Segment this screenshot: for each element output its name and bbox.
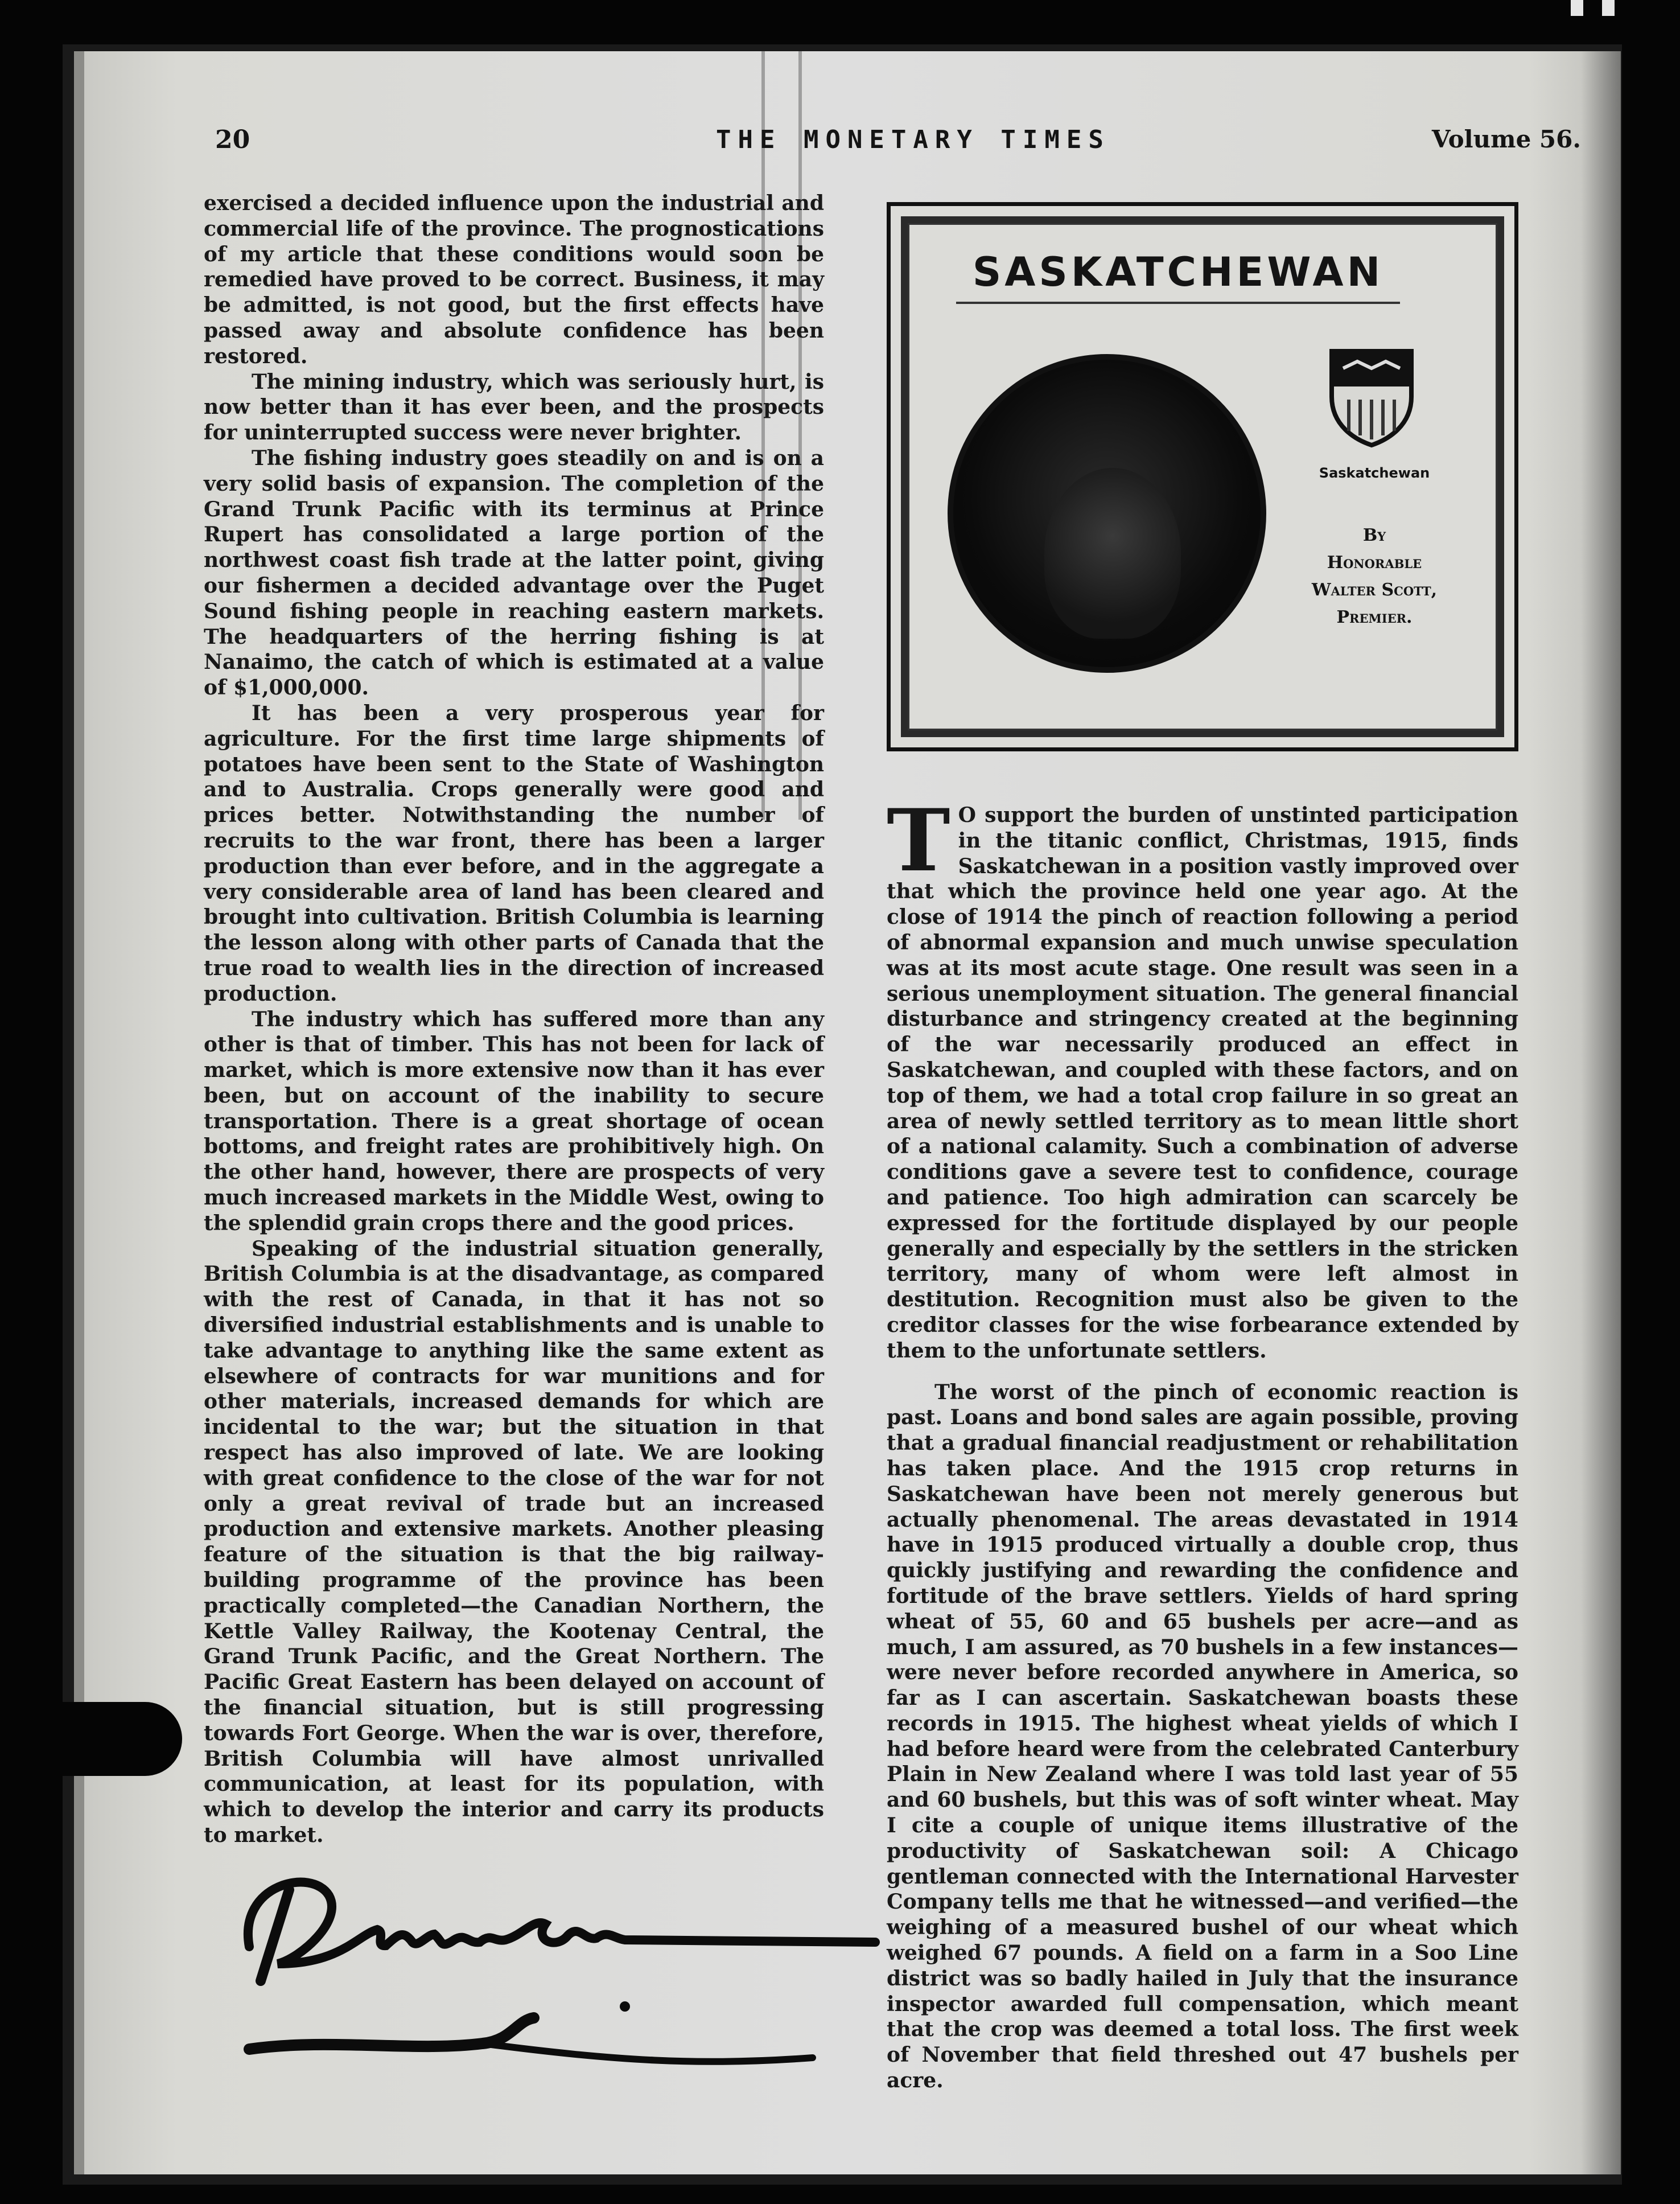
byline-author-name: Walter Scott,: [1311, 580, 1438, 600]
article-paragraph: [887, 791, 1518, 1364]
film-frame-mark: [1602, 0, 1615, 16]
article-paragraph: The industry which has suffered more than any other is that of timber. This has not been for lack of market, which is more extensive now than it has ever been, but on account of the inability to secure transportation. There is a great shortage of ocean bottoms, and freight rates are prohibitively high. On the other hand, however, there are prospects of very much increased markets in the Middle West, owing to the splendid grain crops there and the good prices.: [204, 1007, 824, 1235]
article-paragraph: exercised a decided influence upon the industrial and commercial life of the province. The prognostications of my article that these conditions would soon be remedied have proved to be correct. Business, it may be admitted, is not good, but the first effects have passed away and absolute confidence has been restored.: [204, 191, 824, 368]
byline-author-title: Premier.: [1336, 607, 1413, 627]
article-paragraph: It has been a very prosperous year for agriculture. For the first time large shipments of potatoes have been sent to the State of Washington and to Australia. Crops generally were good and prices better. Notwithstanding the number of recruits to the war front, there has been a larger production than ever before, and in the aggregate a very considerable area of land has been cleared and brought into cultivation. British Columbia is learning the lesson along with other parts of Canada that the true road to wealth lies in the direction of increased production.: [204, 701, 824, 1006]
byline-by: By: [1362, 525, 1386, 545]
page-edge-shadow: [1581, 51, 1621, 2174]
article-paragraph: Speaking of the industrial situation generally, British Columbia is at the disadvantage, as compared with the rest of Canada, in that it has not so diversified industrial establishments and is unable to take advantage to anything like the same extent as elsewhere of contracts for war munitions and for other materials, increased demands for which are incidental to the war; but the situation in that respect has also improved of late. We are looking with great confidence to the close of the war for not only a great revival of trade but an increased production and extensive markets. Another pleasing feature of the situation is that the big railway-building programme of the province has been practically completed—the Canadian Northern, the Kettle Valley Railway, the Kootenay Central, the Grand Trunk Pacific, and the Great Northern. The Pacific Great Eastern has been delayed on account of the financial situation, but is still progressing towards Fort George. When the war is over, therefore, British Columbia will have almost unrivalled communication, at least for its population, with which to develop the interior and carry its products to market.: [204, 1236, 824, 1847]
portrait-face: [1044, 468, 1181, 639]
byline-honorific: Honorable: [1327, 553, 1422, 573]
crest-caption: Saskatchewan: [1319, 465, 1430, 481]
film-frame-mark: [1571, 0, 1583, 16]
article-paragraph: The worst of the pinch of economic reaction is past. Loans and bond sales are again possible, proving that a gradual financial readjustment or rehabilitation has taken place. And the 1915 crop returns in Saskatchewan have been not merely generous but actually phenomenal. The areas devastated in 1914 have in 1915 produced virtually a double crop, thus quickly justifying and rewarding the confidence and fortitude of the brave settlers. Yields of hard spring wheat of 55, 60 and 65 bushels per acre—and as much, I am assured, as 70 bushels in a few instances—were never before recorded anywhere in America, so far as I can ascertain. Saskatchewan boasts these records in 1915. The highest wheat yields of which I had before heard were from the celebrated Canterbury Plain in New Zealand where I was told last year of 55 and 60 bushels, but this was of soft winter wheat. May I cite a couple of unique items illustrative of the productivity of Saskatchewan soil: A Chicago gentleman connected with the International Harvester Company tells me that he witnessed—and verified—the weighing of a measured bushel of our wheat which weighed 67 pounds. A field on a farm in a Soo Line district was so badly hailed in July that the insurance inspector awarded full compensation, which meant that the crop was deemed a total loss. The first week of November that field threshed out 47 bushels per acre.: [887, 1380, 1518, 2093]
saskatchewan-feature-box: [887, 202, 1518, 751]
running-header: [215, 125, 1581, 165]
handwritten-signature: [215, 1793, 915, 2089]
publication-title: THE MONETARY TIMES: [716, 125, 1110, 154]
article-paragraph: The mining industry, which was seriously hurt, is now better than it has ever been, and the prospects for uninterrupted success were never brighter.: [204, 369, 824, 445]
page-number: 20: [215, 125, 250, 154]
volume-label: Volume 56.: [1431, 125, 1581, 153]
premier-portrait-photo: [948, 354, 1266, 673]
drop-cap: T: [887, 791, 950, 891]
paragraph-text: O support the burden of unstinted participation in the titanic conflict, Christmas, 1915, finds Saskatchewan in a position vastly improved over that which the province held one year ago. At the close of 1914 the pinch of reaction following a period of abnormal expansion and much unwise speculation was at its most acute stage. One result was seen in a serious unemployment situation. The general financial disturbance and stringency created at the beginning of the war necessarily produced an effect in Saskatchewan, and coupled with these factors, and on top of them, we had a total crop failure in so great an area of newly settled territory as to mean little short of a national calamity. Such a combination of adverse conditions gave a severe test to confidence, courage and patience. Too high admiration can scarcely be expressed for the fortitude displayed by our people generally and especially by the settlers in the stricken territory, many of whom were left almost in destitution. Recognition must also be given to the creditor classes for the wise forbearance extended by them to the unfortunate settlers.: [887, 803, 1518, 1363]
title-divider: [956, 302, 1400, 304]
microfilm-clip-shadow: [0, 1702, 182, 1776]
saskatchewan-crest-icon: [1326, 346, 1417, 448]
magazine-page: [74, 51, 1621, 2174]
right-article-column: [887, 791, 1518, 2094]
feature-title: SASKATCHEWAN: [972, 249, 1384, 295]
left-article-column: [204, 191, 824, 1848]
article-paragraph: The fishing industry goes steadily on and is on a very solid basis of expansion. The completion of the Grand Trunk Pacific with its terminus at Prince Rupert has consolidated a large portion of the northwest coast fish trade at the latter point, giving our fishermen a decided advantage over the Puget Sound fishing people in reaching eastern markets. The headquarters of the herring fishing is at Nanaimo, the catch of which is estimated at a value of $1,000,000.: [204, 446, 824, 700]
author-byline: [1278, 522, 1471, 631]
